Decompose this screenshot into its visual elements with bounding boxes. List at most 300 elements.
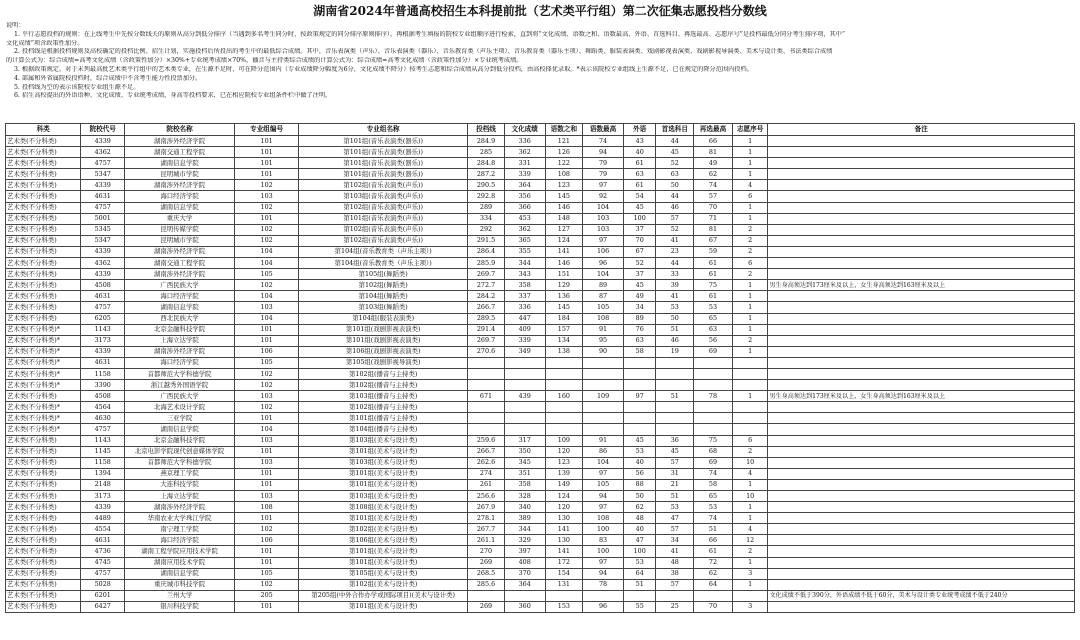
- table-cell: 湖南涉外经济学院: [125, 136, 235, 147]
- table-cell: 第108组(美术与设计类): [299, 502, 468, 513]
- table-cell: 261: [468, 479, 505, 490]
- table-cell: [732, 590, 768, 601]
- table-cell: 53: [694, 502, 733, 513]
- table-cell: 4362: [81, 147, 125, 158]
- admission-score-table: [5, 123, 1075, 613]
- table-cell: 350: [504, 446, 545, 457]
- table-cell: [504, 368, 545, 379]
- table-cell: 268.5: [468, 568, 505, 579]
- column-header: 专业组编号: [235, 124, 299, 136]
- table-cell: 67: [623, 246, 656, 257]
- table-cell: 第101组(美术与设计类): [299, 479, 468, 490]
- table-cell: 4339: [81, 180, 125, 191]
- table-cell: [768, 357, 1075, 368]
- table-row: [6, 335, 1075, 346]
- table-row: [6, 258, 1075, 269]
- table-cell: 男生身高须达到173厘米及以上，女生身高须达到163厘米及以上: [768, 391, 1075, 402]
- table-cell: 兰州大学: [125, 590, 235, 601]
- table-cell: 2: [732, 246, 768, 257]
- table-cell: 4: [732, 524, 768, 535]
- table-cell: 289.5: [468, 313, 505, 324]
- table-row: [6, 368, 1075, 379]
- table-cell: 第105组(戏剧影视导演类): [299, 357, 468, 368]
- table-cell: 4339: [81, 502, 125, 513]
- table-cell: 1143: [81, 435, 125, 446]
- table-cell: 101: [235, 479, 299, 490]
- table-cell: 10: [732, 457, 768, 468]
- table-cell: 103: [235, 435, 299, 446]
- table-cell: 第104组(音乐教育类（声乐主项）): [299, 246, 468, 257]
- table-row: [6, 280, 1075, 291]
- table-cell: 63: [656, 169, 694, 180]
- table-cell: 365: [504, 235, 545, 246]
- table-cell: [768, 191, 1075, 202]
- table-cell: 101: [235, 169, 299, 180]
- table-cell: 46: [656, 202, 694, 213]
- table-cell: 79: [583, 158, 624, 169]
- table-cell: 艺术类(不分科类): [6, 535, 81, 546]
- table-cell: 101: [235, 158, 299, 169]
- table-cell: 44: [656, 136, 694, 147]
- table-cell: 艺术类(不分科类): [6, 213, 81, 224]
- table-cell: 97: [583, 235, 624, 246]
- table-cell: [768, 158, 1075, 169]
- table-cell: [623, 368, 656, 379]
- table-cell: 三亚学院: [125, 413, 235, 424]
- table-cell: 146: [545, 202, 583, 213]
- table-cell: 269: [468, 601, 505, 612]
- table-cell: 艺术类(不分科类): [6, 158, 81, 169]
- table-cell: 63: [623, 335, 656, 346]
- note-line: 1. 平行志愿投档的规则：在上线考生中先按分数线关的原则从高分到低分排序（当遇到多名考生同分时，按政策规定的同分排序原则排序），再根据考生填报的院校专业组顺序进行检索，直到将“文化成绩、语数之和、语数最高、外语、首选科目、再选最高、志愿序号”是投档最低分同分考生排序项，其中“: [14, 30, 846, 38]
- table-cell: 第103组(音乐表演类(声乐)): [299, 191, 468, 202]
- table-cell: 艺术类(不分科类)*: [6, 357, 81, 368]
- table-cell: 44: [656, 258, 694, 269]
- table-cell: 49: [623, 291, 656, 302]
- table-cell: 第105组(美术与设计类): [299, 568, 468, 579]
- table-cell: 141: [545, 524, 583, 535]
- table-cell: [583, 402, 624, 413]
- table-cell: 284.9: [468, 136, 505, 147]
- table-cell: 艺术类(不分科类): [6, 491, 81, 502]
- table-row: [6, 568, 1075, 579]
- table-cell: 145: [545, 302, 583, 313]
- table-cell: 3: [732, 601, 768, 612]
- table-cell: [768, 524, 1075, 535]
- table-cell: 360: [504, 601, 545, 612]
- table-cell: 47: [656, 513, 694, 524]
- table-cell: 上海立达学院: [125, 335, 235, 346]
- table-cell: 湖南涉外经济学院: [125, 502, 235, 513]
- table-cell: 12: [732, 535, 768, 546]
- table-cell: 103: [583, 224, 624, 235]
- table-cell: 364: [504, 180, 545, 191]
- table-cell: 北京电影学院现代创意媒体学院: [125, 446, 235, 457]
- table-cell: 2: [732, 446, 768, 457]
- table-cell: 89: [583, 280, 624, 291]
- table-cell: 南宁理工学院: [125, 524, 235, 535]
- table-cell: [768, 579, 1075, 590]
- table-cell: 62: [694, 568, 733, 579]
- table-cell: [545, 402, 583, 413]
- table-cell: 第101组(音乐表演类(器乐)): [299, 136, 468, 147]
- table-cell: 104: [235, 258, 299, 269]
- table-cell: [768, 258, 1075, 269]
- table-cell: 362: [504, 147, 545, 158]
- table-cell: 艺术类(不分科类): [6, 579, 81, 590]
- table-cell: 1: [732, 579, 768, 590]
- table-cell: 101: [235, 601, 299, 612]
- table-cell: 78: [694, 391, 733, 402]
- table-cell: 101: [235, 446, 299, 457]
- table-cell: 40: [623, 457, 656, 468]
- table-cell: 1: [732, 213, 768, 224]
- table-cell: 96: [583, 601, 624, 612]
- table-cell: 70: [694, 601, 733, 612]
- table-cell: 83: [583, 535, 624, 546]
- table-cell: [545, 368, 583, 379]
- table-cell: 1: [732, 136, 768, 147]
- table-cell: 108: [545, 169, 583, 180]
- table-cell: [732, 413, 768, 424]
- table-cell: 第102组(播音与主持类): [299, 402, 468, 413]
- column-header: 备注: [768, 124, 1075, 136]
- table-cell: 艺术类(不分科类): [6, 546, 81, 557]
- table-cell: 6: [732, 435, 768, 446]
- table-row: [6, 557, 1075, 568]
- table-cell: 358: [504, 280, 545, 291]
- table-cell: 4631: [81, 291, 125, 302]
- table-row: [6, 413, 1075, 424]
- table-cell: [504, 402, 545, 413]
- table-cell: 48: [656, 557, 694, 568]
- table-cell: 409: [504, 324, 545, 335]
- table-cell: 102: [235, 402, 299, 413]
- table-cell: 重庆城市科技学院: [125, 579, 235, 590]
- table-cell: [583, 368, 624, 379]
- note-line: 文化成绩”项含政策性加分。: [6, 39, 84, 47]
- table-cell: 205: [235, 590, 299, 601]
- table-cell: 第101组(戏剧影视表演类): [299, 324, 468, 335]
- table-cell: 103: [235, 302, 299, 313]
- table-cell: [768, 413, 1075, 424]
- table-cell: 1145: [81, 446, 125, 457]
- table-cell: 51: [656, 491, 694, 502]
- table-cell: 艺术类(不分科类): [6, 568, 81, 579]
- table-cell: 第105组(舞蹈类): [299, 269, 468, 280]
- table-row: [6, 136, 1075, 147]
- table-cell: 第102组(播音与主持类): [299, 368, 468, 379]
- table-cell: 57: [694, 191, 733, 202]
- table-cell: 290.5: [468, 180, 505, 191]
- table-row: [6, 291, 1075, 302]
- table-cell: [468, 590, 505, 601]
- table-cell: 第106组(戏剧影视表演类): [299, 346, 468, 357]
- table-cell: 6427: [81, 601, 125, 612]
- table-cell: 艺术类(不分科类): [6, 291, 81, 302]
- table-cell: 74: [694, 468, 733, 479]
- table-cell: 4508: [81, 391, 125, 402]
- table-cell: 160: [545, 391, 583, 402]
- table-cell: [468, 368, 505, 379]
- table-cell: 103: [235, 391, 299, 402]
- table-cell: 第102组(美术与设计类): [299, 524, 468, 535]
- table-cell: 344: [504, 258, 545, 269]
- table-cell: 艺术类(不分科类): [6, 147, 81, 158]
- table-row: [6, 224, 1075, 235]
- table-cell: 102: [235, 380, 299, 391]
- table-cell: 317: [504, 435, 545, 446]
- table-cell: 53: [623, 557, 656, 568]
- table-cell: [504, 380, 545, 391]
- table-cell: 74: [694, 513, 733, 524]
- table-cell: 6205: [81, 313, 125, 324]
- column-header: 语数之和: [545, 124, 583, 136]
- table-cell: 109: [545, 435, 583, 446]
- table-cell: 第102组(音乐表演类(声乐)): [299, 224, 468, 235]
- table-row: [6, 435, 1075, 446]
- table-cell: 336: [504, 302, 545, 313]
- table-cell: 123: [545, 180, 583, 191]
- table-cell: 149: [545, 479, 583, 490]
- table-cell: 269.7: [468, 269, 505, 280]
- table-cell: 2148: [81, 479, 125, 490]
- table-cell: 108: [235, 502, 299, 513]
- table-cell: 102: [235, 579, 299, 590]
- table-cell: 92: [583, 191, 624, 202]
- table-cell: 141: [545, 246, 583, 257]
- note-line: 6. 招生高校提出的外语语种、文化成绩、专业统考成绩、身高等投档要求，已在相应院校专业组条件栏中做了注明。: [14, 92, 332, 100]
- table-cell: 124: [545, 235, 583, 246]
- table-cell: 第101组(美术与设计类): [299, 468, 468, 479]
- table-cell: [545, 380, 583, 391]
- table-cell: 65: [694, 491, 733, 502]
- table-cell: [768, 169, 1075, 180]
- table-cell: 141: [545, 546, 583, 557]
- table-cell: 101: [235, 213, 299, 224]
- table-cell: 153: [545, 601, 583, 612]
- table-cell: 47: [623, 535, 656, 546]
- table-cell: 146: [545, 258, 583, 269]
- table-cell: 4: [732, 180, 768, 191]
- table-cell: 4339: [81, 136, 125, 147]
- table-cell: 艺术类(不分科类): [6, 191, 81, 202]
- table-cell: 海口经济学院: [125, 191, 235, 202]
- table-cell: 130: [545, 513, 583, 524]
- table-cell: [656, 380, 694, 391]
- table-cell: 102: [235, 235, 299, 246]
- table-cell: 100: [583, 524, 624, 535]
- table-cell: 154: [545, 568, 583, 579]
- table-cell: 74: [694, 180, 733, 191]
- table-cell: 331: [504, 158, 545, 169]
- column-header: 再选最高: [694, 124, 733, 136]
- table-cell: 68: [694, 446, 733, 457]
- table-cell: 艺术类(不分科类): [6, 269, 81, 280]
- table-cell: 87: [583, 291, 624, 302]
- table-cell: 124: [545, 491, 583, 502]
- column-header: 外语: [623, 124, 656, 136]
- table-cell: 67: [694, 235, 733, 246]
- table-cell: [694, 402, 733, 413]
- table-cell: [468, 402, 505, 413]
- table-cell: 4: [732, 468, 768, 479]
- table-cell: 130: [545, 535, 583, 546]
- table-cell: 1: [732, 302, 768, 313]
- table-cell: 86: [583, 446, 624, 457]
- table-cell: 第101组(戏剧影视表演类): [299, 335, 468, 346]
- table-row: [6, 246, 1075, 257]
- table-cell: [768, 346, 1075, 357]
- table-cell: 339: [504, 335, 545, 346]
- table-cell: 291.4: [468, 324, 505, 335]
- table-cell: 397: [504, 546, 545, 557]
- table-cell: 6: [732, 258, 768, 269]
- table-cell: 671: [468, 391, 505, 402]
- table-cell: 艺术类(不分科类)*: [6, 413, 81, 424]
- table-cell: [768, 368, 1075, 379]
- table-cell: [583, 424, 624, 435]
- table-cell: 69: [694, 457, 733, 468]
- table-cell: 4757: [81, 202, 125, 213]
- table-cell: 101: [235, 546, 299, 557]
- table-cell: 46: [656, 335, 694, 346]
- table-cell: [583, 590, 624, 601]
- table-cell: [694, 368, 733, 379]
- table-row: [6, 535, 1075, 546]
- column-header: 文化成绩: [504, 124, 545, 136]
- table-cell: 358: [504, 479, 545, 490]
- table-cell: 湖南涉外经济学院: [125, 346, 235, 357]
- table-row: [6, 147, 1075, 158]
- table-cell: 134: [545, 335, 583, 346]
- table-cell: 36: [656, 435, 694, 446]
- table-cell: 100: [583, 546, 624, 557]
- table-cell: 104: [235, 291, 299, 302]
- table-header-row: [6, 124, 1075, 136]
- table-cell: [732, 357, 768, 368]
- table-cell: [656, 368, 694, 379]
- table-cell: 1: [732, 158, 768, 169]
- table-cell: 艺术类(不分科类): [6, 391, 81, 402]
- table-cell: [768, 213, 1075, 224]
- table-cell: 第103组(美术与设计类): [299, 457, 468, 468]
- table-cell: [468, 380, 505, 391]
- table-cell: [694, 590, 733, 601]
- table-cell: [768, 402, 1075, 413]
- table-cell: 第101组(音乐表演类(器乐)): [299, 158, 468, 169]
- table-cell: 139: [545, 468, 583, 479]
- table-cell: 51: [656, 391, 694, 402]
- table-row: [6, 202, 1075, 213]
- table-cell: 101: [235, 147, 299, 158]
- table-cell: 126: [545, 147, 583, 158]
- table-cell: 1: [732, 557, 768, 568]
- table-cell: [768, 235, 1075, 246]
- table-cell: 78: [583, 579, 624, 590]
- table-cell: [623, 357, 656, 368]
- table-cell: 53: [623, 446, 656, 457]
- column-header: 院校名称: [125, 124, 235, 136]
- table-cell: 103: [235, 457, 299, 468]
- column-header: 语数最高: [583, 124, 624, 136]
- table-cell: 81: [694, 224, 733, 235]
- table-cell: 海口经济学院: [125, 291, 235, 302]
- table-cell: 4489: [81, 513, 125, 524]
- table-cell: 1: [732, 280, 768, 291]
- table-cell: 大连科技学院: [125, 479, 235, 490]
- table-row: [6, 446, 1075, 457]
- table-cell: [768, 324, 1075, 335]
- table-cell: 艺术类(不分科类): [6, 435, 81, 446]
- table-cell: 88: [623, 479, 656, 490]
- table-cell: [732, 402, 768, 413]
- table-cell: 第102组(音乐表演类(声乐)): [299, 202, 468, 213]
- table-cell: 第103组(舞蹈类): [299, 302, 468, 313]
- table-cell: 艺术类(不分科类)*: [6, 368, 81, 379]
- column-header: 专业组名称: [299, 124, 468, 136]
- table-cell: 4339: [81, 246, 125, 257]
- table-cell: 61: [694, 291, 733, 302]
- table-cell: 70: [623, 235, 656, 246]
- table-cell: 艺术类(不分科类): [6, 557, 81, 568]
- table-cell: 57: [656, 457, 694, 468]
- table-cell: 文化成绩不低于390分，外语成绩不低于60分，美术与设计类专业统考成绩不低于240分: [768, 590, 1075, 601]
- table-cell: 4631: [81, 357, 125, 368]
- table-cell: 337: [504, 291, 545, 302]
- table-cell: 101: [235, 335, 299, 346]
- table-cell: 120: [545, 502, 583, 513]
- table-cell: 第101组(播音与主持类): [299, 413, 468, 424]
- note-line: 2. 投档线是根据投档规则及高校确定的投档比例、招生计划，实施投档后所投出的考生中的最低综合成绩。其中，音乐表演类（声乐）、音乐表演类（器乐）、音乐教育类（声乐主项）、音乐教育类（器乐主项）、舞蹈类、服装表演类、戏剧影视表演类、戏剧影视导演类、美术与设计类、书法类综合成绩: [14, 48, 833, 56]
- table-cell: 51: [656, 324, 694, 335]
- table-cell: 104: [583, 457, 624, 468]
- table-cell: 第101组(音乐表演类(器乐)): [299, 169, 468, 180]
- table-cell: [768, 302, 1075, 313]
- table-cell: [656, 402, 694, 413]
- table-cell: 艺术类(不分科类): [6, 468, 81, 479]
- table-cell: [768, 457, 1075, 468]
- table-cell: 184: [545, 313, 583, 324]
- table-cell: 北京金融科技学院: [125, 435, 235, 446]
- table-cell: 97: [583, 468, 624, 479]
- table-cell: 10: [732, 491, 768, 502]
- table-cell: 75: [694, 280, 733, 291]
- table-cell: 艺术类(不分科类): [6, 169, 81, 180]
- table-cell: 艺术类(不分科类): [6, 590, 81, 601]
- table-cell: 62: [623, 502, 656, 513]
- table-cell: 1: [732, 502, 768, 513]
- table-cell: 1: [732, 324, 768, 335]
- table-cell: 湖南信息学院: [125, 424, 235, 435]
- table-cell: 286.4: [468, 246, 505, 257]
- table-cell: 356: [504, 191, 545, 202]
- table-row: [6, 158, 1075, 169]
- table-cell: 第103组(美术与设计类): [299, 435, 468, 446]
- table-row: [6, 402, 1075, 413]
- table-cell: 136: [545, 291, 583, 302]
- table-cell: 101: [235, 136, 299, 147]
- table-row: [6, 346, 1075, 357]
- table-cell: 101: [235, 413, 299, 424]
- table-cell: 102: [235, 368, 299, 379]
- table-cell: 45: [623, 280, 656, 291]
- table-cell: 105: [235, 568, 299, 579]
- table-cell: 102: [235, 524, 299, 535]
- table-cell: [768, 468, 1075, 479]
- table-cell: 第102组(音乐表演类(声乐)): [299, 180, 468, 191]
- table-cell: 艺术类(不分科类): [6, 502, 81, 513]
